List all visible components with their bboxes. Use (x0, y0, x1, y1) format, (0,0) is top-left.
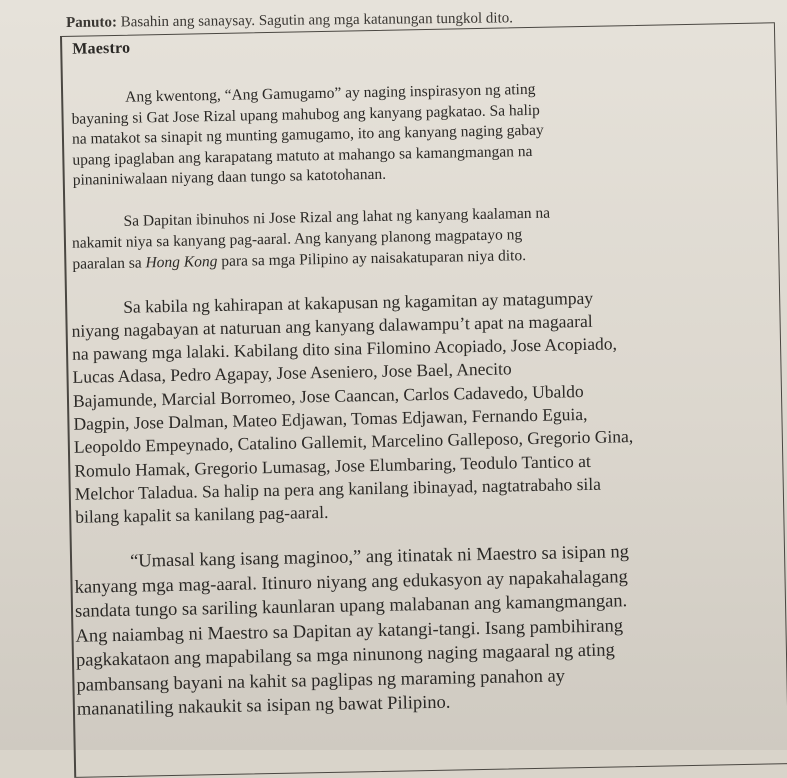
paragraph-line: pagkakataon ang mapabilang sa mga ninunong naging magaaral ng ating (75, 640, 616, 672)
paragraph-line: “Umasal kang isang maginoo,” ang itinatak ni Maestro sa isipan ng (129, 542, 630, 573)
paragraph-line: Bajamunde, Marcial Borromeo, Jose Caancan, Carlos Cadavedo, Ubaldo (72, 380, 584, 411)
essay-paragraph (63, 75, 777, 191)
paragraph-line: upang ipaglaban ang karapatang matuto at mahango sa kamangmangan na (72, 142, 533, 169)
paragraph-line: niyang nagabayan at naturuan ang kanyang dalawampu’t apat na magaaral (71, 310, 593, 341)
paragraph-line: Sa kabila ng kahirapan at kakapusan ng kagamitan ay matagumpay (123, 287, 594, 317)
paragraph-line: Leopoldo Empeynado, Catalino Gallemit, Marcelino Galleposo, Gregorio Gina, (73, 426, 634, 458)
paragraph-line: Dagpin, Jose Dalman, Mateo Edjawan, Tomas Edjawan, Fernando Eguia, (73, 403, 588, 434)
paragraph-line: nakamit niya sa kanyang pag-aaral. Ang kanyang planong magpatayo ng (71, 225, 523, 252)
paragraph-line: Melchor Taladua. Sa halip na pera ang kanilang ibinayad, nagtatrabaho sila (74, 473, 602, 504)
paragraph-line: kanyang mga mag-aaral. Itinuro niyang ang edukasyon ay napakahalagang (74, 567, 628, 598)
instruction-text: Basahin ang sanaysay. Sagutin ang mga katanungan tungkol dito. (120, 10, 514, 31)
paragraph-line: pambansang bayani na kahit sa paglipas ng maraming panahon ay (76, 666, 566, 696)
paragraph-line: paaralan sa Hong Kong para sa mga Pilipino ay naisakatuparan niya dito. (72, 246, 527, 273)
paragraph-line: pinaniniwalaan niyang daan tungo sa katotohanan. (72, 165, 387, 189)
paragraph-line: bayaning si Gat Jose Rizal upang mahubog ang kanyang pagkatao. Sa halip (71, 101, 541, 128)
essay-box (60, 22, 787, 778)
paragraph-line: na matakot sa sinapit ng munting gamugamo, ito ang kanyang naging gabay (71, 121, 544, 148)
essay-paragraph (67, 283, 783, 530)
paragraph-line: mananatiling nakaukit sa isipan ng bawat Pilipino. (76, 693, 451, 721)
paragraph-line: sandata tungo sa sariling kaunlaran upang malabanan ang kamangmangan. (74, 591, 628, 623)
essay-paragraph (65, 198, 778, 275)
paragraph-line: bilang kapalit sa kanilang pag-aaral. (75, 502, 329, 527)
paragraph-line: Ang kwentong, “Ang Gamugamo” ay naging inspirasyon ng ating (125, 80, 536, 106)
essay-body (63, 75, 787, 723)
instruction-label: Panuto: (66, 14, 118, 31)
paragraph-line: Sa Dapitan ibinuhos ni Jose Rizal ang lahat ng kanyang kaalaman na (123, 204, 551, 230)
essay-title: Maestro (72, 39, 131, 58)
paragraph-line: na pawang mga lalaki. Kabilang dito sina Filomino Acopiado, Jose Acopiado, (71, 333, 618, 364)
paragraph-line: Romulo Hamak, Gregorio Lumasag, Jose Elumbaring, Teodulo Tantico at (74, 450, 591, 481)
paragraph-line: Ang naiambag ni Maestro sa Dapitan ay katangi-tangi. Isang pambihirang (75, 616, 624, 647)
paragraph-line: Lucas Adasa, Pedro Agapay, Jose Aseniero, Jose Bael, Anecito (72, 358, 512, 388)
essay-paragraph (72, 538, 787, 723)
